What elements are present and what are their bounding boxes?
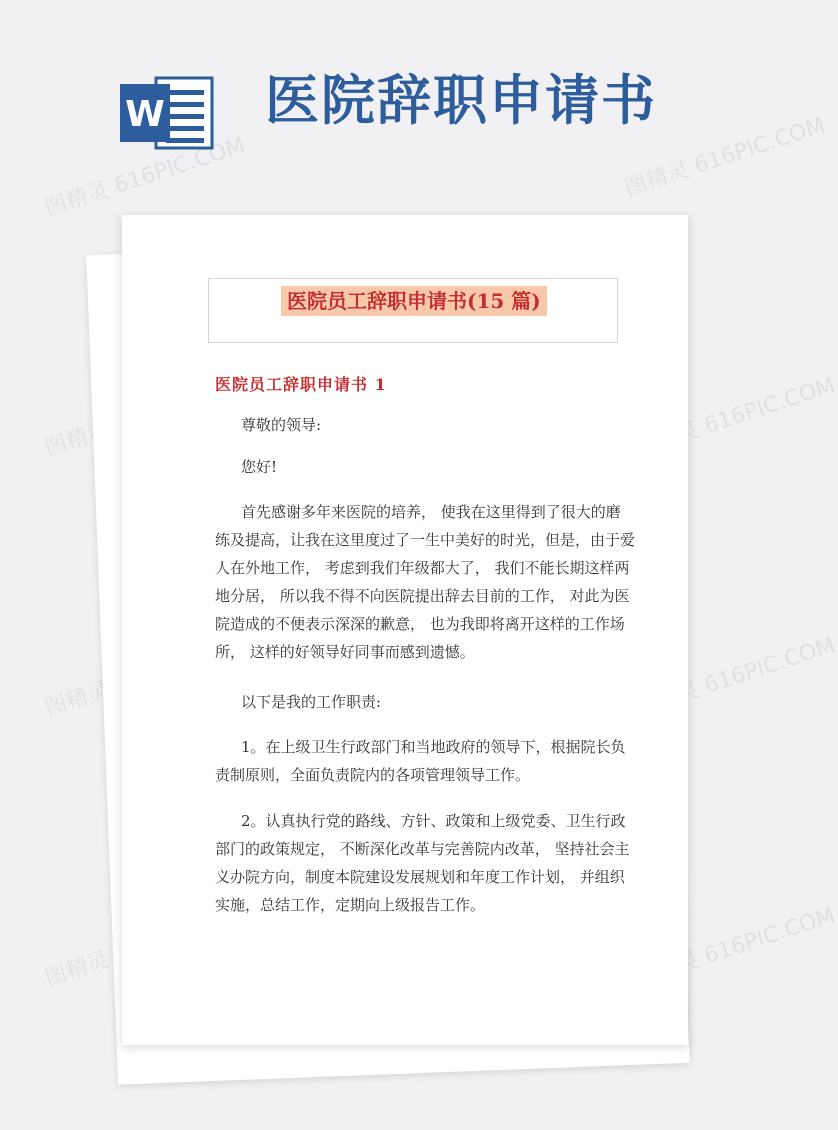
duty-item-1: 1。在上级卫生行政部门和当地政府的领导下，根据院长负责制原则，全面负责院内的各项管理领导工作。 — [215, 738, 626, 784]
duties-intro: 以下是我的工作职责: — [241, 693, 382, 711]
watermark: 图精灵 — [41, 677, 113, 722]
salutation: 尊敬的领导: — [241, 416, 322, 434]
greeting: 您好! — [241, 458, 278, 476]
watermark: 图精灵 616PIC.COM — [41, 133, 249, 222]
watermark: 图精灵 616PIC.COM — [631, 373, 838, 462]
body-paragraph: 首先感谢多年来医院的培养， 使我在这里得到了很大的磨练及提高，让我在这里度过了一生中美好的时光，但是，由于爱人在外地工作， 考虑到我们年级都大了， 我们不能长期这样两地分居， 所以我不得不向医院提出辞去目前的工作， 对此为医院造成的不便表示深深的歉意， 也为我即将离开这样的工作场所， 这样的好领导好同事而感到遗憾。 — [215, 503, 636, 661]
duty-item-2: 2。认真执行党的路线、方针、政策和上级党委、卫生行政部门的政策规定， 不断深化改革与完善院内改革， 坚持社会主义办院方向，制度本院建设发展规划和年度工作计划， 并组织实施，总结工作，定期向上级报告工作。 — [215, 812, 630, 914]
watermark: 图精灵 616PIC.COM — [631, 633, 838, 722]
watermark: 图精灵 — [41, 947, 113, 992]
word-logo-icon — [118, 74, 214, 152]
word-logo-letter: W — [125, 94, 165, 135]
page-title: 医院辞职申请书 — [265, 69, 657, 132]
document-title: 医院员工辞职申请书(15 篇) — [281, 286, 547, 316]
document-page — [122, 215, 688, 1045]
document-title-box — [208, 278, 618, 343]
section-heading: 医院员工辞职申请书 1 — [215, 375, 387, 394]
watermark: 图精灵 616PIC.COM — [621, 113, 829, 202]
watermark: 图精灵 616PIC.COM — [631, 903, 838, 992]
watermark: 图精灵 — [41, 417, 113, 462]
